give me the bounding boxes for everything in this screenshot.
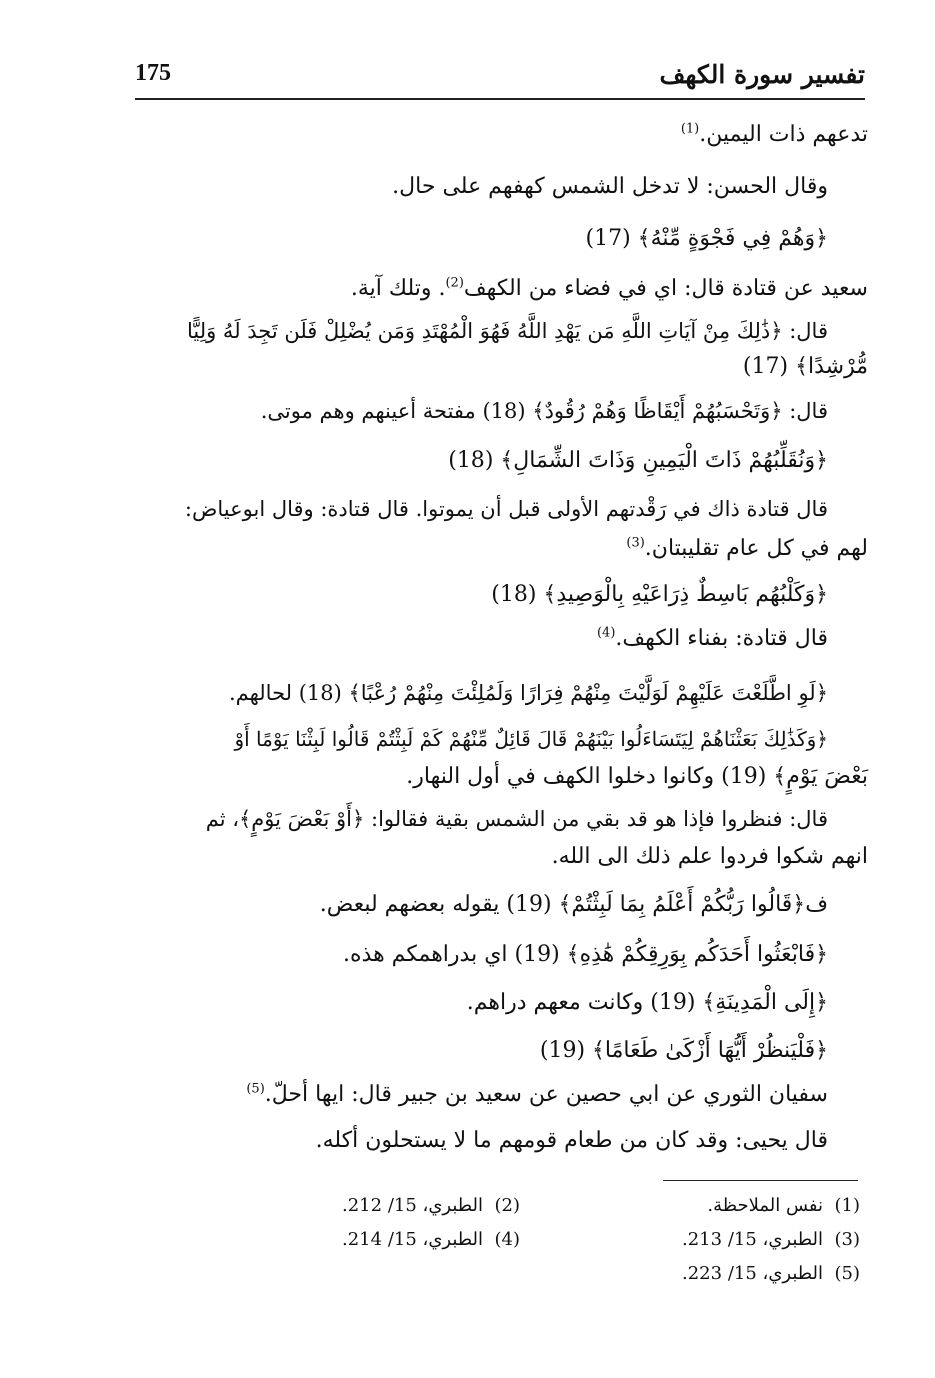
footnote: (3) الطبري، 15/ 213. [682, 1229, 860, 1250]
text-line: سفيان الثوري عن ابي حصين عن سعيد بن جبير قال: ايها أحلّ.$^{(5)}$ [246, 1081, 828, 1107]
page-number: 175 [135, 60, 171, 86]
text-line: قال قتادة: بفناء الكهف.$^{(4)}$ [596, 625, 828, 651]
text-line: وقال الحسن: لا تدخل الشمس كهفهم على حال. [392, 174, 828, 199]
text-line: قال يحيى: وقد كان من طعام قومهم ما لا يستحلون أكله. [315, 1128, 828, 1153]
quran-verse: بَعْضَ يَوْمٍ﴾ (19) وكانوا دخلوا الكهف في أول النهار. [406, 764, 868, 789]
footnote: (5) الطبري، 15/ 223. [682, 1263, 860, 1284]
text-line: انهم شكوا فردوا علم ذلك الى الله. [551, 844, 868, 869]
footnote-ref[interactable]: (5) [246, 1081, 265, 1097]
footnote-ref[interactable]: (2) [445, 275, 464, 291]
quran-verse: ﴿وَنُقَلِّبُهُمْ ذَاتَ الْيَمِينِ وَذَاتَ الشِّمَالِ﴾ (18) [448, 448, 828, 473]
footnote: (2) الطبري، 15/ 212. [342, 1195, 520, 1216]
text-line: قال: ﴿وَتَحْسَبُهُمْ أَيْقَاظًا وَهُمْ رُقُودٌ﴾ (18) مفتحة أعينهم وهم موتى. [260, 399, 828, 423]
text-line: سعيد عن قتادة قال: اي في فضاء من الكهف$^{(2)}$. وتلك آية. [350, 275, 868, 301]
page-header [135, 58, 865, 100]
quran-verse: ف﴿قَالُوا رَبُّكُمْ أَعْلَمُ بِمَا لَبِثْتُمْ﴾ (19) يقوله بعضهم لبعض. [319, 892, 828, 917]
footnote-divider [663, 1180, 858, 1181]
text-line: قال: فنظروا فإذا هو قد بقي من الشمس بقية فقالوا: ﴿أَوْ بَعْضَ يَوْمٍ﴾، ثم [205, 807, 828, 831]
quran-verse: مُّرْشِدًا﴾ (17) [742, 354, 868, 379]
footnote-ref[interactable]: (3) [626, 535, 645, 551]
quran-verse: ﴿وَهُمْ فِي فَجْوَةٍ مِّنْهُ﴾ (17) [585, 226, 828, 251]
quran-verse: ﴿وَكَذَٰلِكَ بَعَثْنَاهُمْ لِيَتَسَاءَلُوا بَيْنَهُمْ قَالَ قَائِلٌ مِّنْهُمْ كَمْ لَبِثْتُمْ قَالُوا لَبِثْنَا يَوْمًا أَوْ [234, 727, 828, 751]
quran-verse: ﴿إِلَى الْمَدِينَةِ﴾ (19) وكانت معهم دراهم. [466, 990, 828, 1015]
quran-verse: ﴿وَكَلْبُهُم بَاسِطٌ ذِرَاعَيْهِ بِالْوَصِيدِ﴾ (18) [491, 582, 828, 607]
footnote: (1) نفس الملاحظة. [707, 1195, 860, 1216]
footnote-ref[interactable]: (4) [596, 625, 616, 641]
quran-verse: ﴿فَابْعَثُوا أَحَدَكُم بِوَرِقِكُمْ هَٰذِهِ﴾ (19) اي بدراهمكم هذه. [343, 942, 828, 967]
text-line: قال قتادة ذاك في رَقْدتهم الأولى قبل أن يموتوا. قال قتادة: وقال ابوعياض: [184, 497, 828, 521]
text-line: تدعهم ذات اليمين.$^{(1)}$ [680, 121, 868, 147]
quran-verse: ﴿لَوِ اطَّلَعْتَ عَلَيْهِمْ لَوَلَّيْتَ مِنْهُمْ فِرَارًا وَلَمُلِئْتَ مِنْهُمْ رُعْبًا﴾ (18) لحالهم. [228, 681, 828, 705]
quran-verse: قال: ﴿ذَٰلِكَ مِنْ آيَاتِ اللَّهِ مَن يَهْدِ اللَّهُ فَهُوَ الْمُهْتَدِ وَمَن يُضْلِلْ فَلَن تَجِدَ لَهُ وَلِيًّا [186, 319, 828, 343]
quran-verse: ﴿فَلْيَنظُرْ أَيُّهَا أَزْكَىٰ طَعَامًا﴾ (19) [539, 1038, 828, 1063]
footnote: (4) الطبري، 15/ 214. [342, 1229, 520, 1250]
running-title: تفسير سورة الكهف [659, 60, 865, 89]
text-line: لهم في كل عام تقليبتان.$^{(3)}$ [626, 535, 868, 561]
footnote-ref[interactable]: (1) [680, 121, 700, 137]
